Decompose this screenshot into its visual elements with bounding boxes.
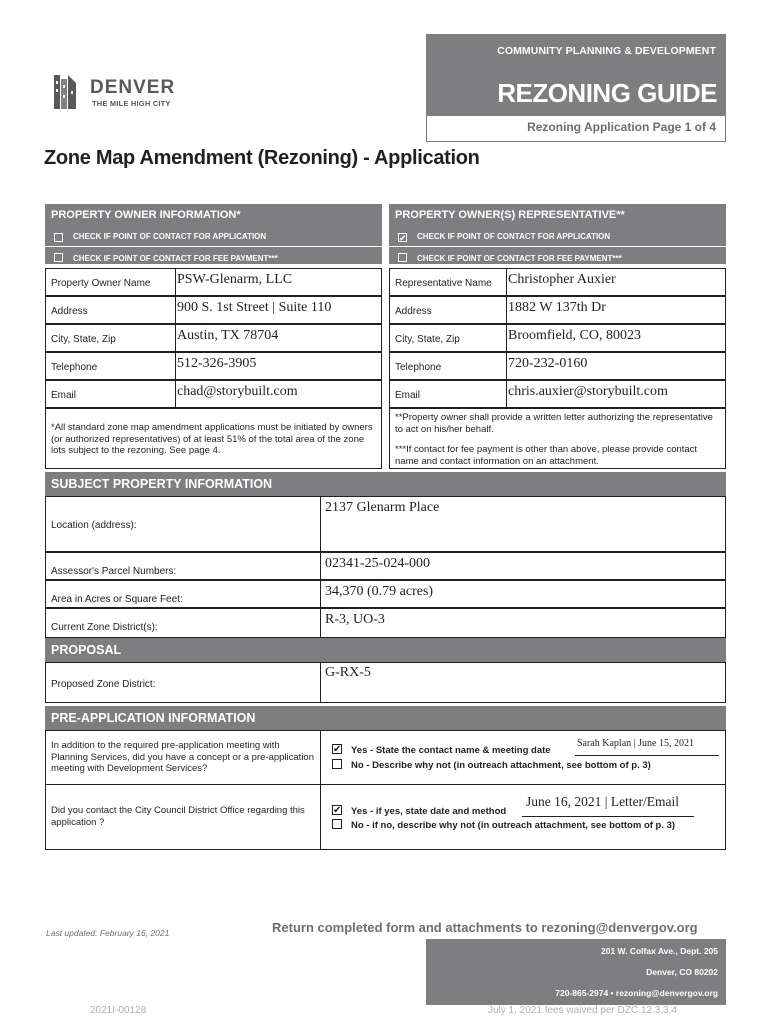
owner-row-label: Address	[51, 306, 88, 317]
owner-header-bar	[45, 204, 382, 264]
rep-row-label: Address	[395, 306, 432, 317]
rep-contact-checkbox[interactable]: ✔	[399, 233, 407, 243]
subject-row-label: Current Zone District(s):	[51, 622, 158, 633]
q1-yes-label: Yes - State the contact name & meeting date	[351, 745, 551, 756]
logo-tagline: THE MILE HIGH CITY	[92, 99, 171, 108]
owner-fee-label: CHECK IF POINT OF CONTACT FOR FEE PAYMENT***	[73, 254, 278, 263]
owner-row	[45, 380, 382, 408]
q1-yes-value[interactable]: Sarah Kaplan | June 15, 2021	[577, 738, 694, 749]
guide-title: REZONING GUIDE	[497, 78, 717, 108]
stamp-fee-waiver: July 1, 2021 fees waived per DZC 12.3.3.4	[488, 1005, 677, 1016]
owner-row	[45, 324, 382, 352]
q1-yes-checkbox[interactable]: ✔	[333, 744, 342, 755]
q1-no-checkbox[interactable]	[332, 759, 342, 769]
denver-logo	[52, 73, 192, 113]
rep-fee-label: CHECK IF POINT OF CONTACT FOR FEE PAYMENT***	[417, 254, 622, 263]
subject-row-value[interactable]: R-3, UO-3	[325, 612, 385, 627]
preapp-box	[45, 730, 726, 850]
q2-no-label: No - if no, describe why not (in outreach attachment, see bottom of p. 3)	[351, 820, 676, 831]
last-updated: Last updated: February 16, 2021	[46, 928, 170, 938]
subject-row-label: Location (address):	[51, 520, 137, 531]
rep-note-2: ***If contact for fee payment is other than above, please provide contact name and contact information on an attachment.	[395, 444, 698, 467]
q2-yes-label: Yes - if yes, state date and method	[351, 806, 507, 817]
rep-header-bar	[389, 204, 726, 264]
rep-fee-checkbox[interactable]	[398, 253, 407, 262]
owner-row-value[interactable]: chad@storybuilt.com	[177, 384, 298, 399]
q1-no-label: No - Describe why not (in outreach attachment, see bottom of p. 3)	[351, 760, 651, 771]
subject-row	[45, 552, 726, 580]
rep-note-1: **Property owner shall provide a written letter authorizing the representative to act on his/her behalf.	[395, 412, 713, 435]
footer-address-line2: Denver, CO 80202	[646, 967, 718, 977]
owner-row-value[interactable]: Austin, TX 78704	[177, 328, 279, 343]
subject-row-value[interactable]: 34,370 (0.79 acres)	[325, 584, 434, 599]
owner-row-label: Email	[51, 390, 77, 401]
rep-row-label: Representative Name	[395, 278, 492, 289]
footer-address-box	[426, 939, 726, 1005]
proposal-heading: PROPOSAL	[45, 638, 726, 662]
subject-row	[45, 580, 726, 608]
preapp-question-1: In addition to the required pre-application meeting with Planning Services, did you have a concept or a pre-application meeting with Development Services?	[51, 740, 314, 774]
owner-fee-checkbox[interactable]	[54, 253, 63, 262]
rep-row-value[interactable]: chris.auxier@storybuilt.com	[508, 384, 668, 399]
rep-contact-label: CHECK IF POINT OF CONTACT FOR APPLICATION	[417, 232, 611, 241]
proposal-value[interactable]: G-RX-5	[325, 665, 371, 680]
footer-contact-line: 720-865-2974 • rezoning@denvergov.org	[555, 988, 718, 998]
owner-note: *All standard zone map amendment applications must be initiated by owners (or authorized representatives) of at least 51% of the total area of the zone lots subject to the rezoning. See page 4.	[51, 422, 373, 456]
rep-row-value[interactable]: 720-232-0160	[508, 356, 588, 371]
rep-row-value[interactable]: Broomfield, CO, 80023	[508, 328, 641, 343]
rep-row	[389, 380, 726, 408]
subject-row	[45, 496, 726, 552]
owner-row	[45, 352, 382, 380]
rep-row-label: Email	[395, 390, 421, 401]
proposal-label: Proposed Zone District:	[51, 679, 156, 690]
subject-row-label: Assessor's Parcel Numbers:	[51, 566, 177, 577]
form-title: Zone Map Amendment (Rezoning) - Application	[44, 147, 480, 169]
owner-row-value[interactable]: 512-326-3905	[177, 356, 257, 371]
rep-row-value[interactable]: 1882 W 137th Dr	[508, 300, 606, 315]
owner-row	[45, 296, 382, 324]
subject-row-value[interactable]: 2137 Glenarm Place	[325, 500, 440, 515]
return-instructions: Return completed form and attachments to rezoning@denvergov.org	[272, 920, 698, 935]
owner-contact-label: CHECK IF POINT OF CONTACT FOR APPLICATION	[73, 232, 267, 241]
rep-row	[389, 352, 726, 380]
owner-row-value[interactable]: PSW-Glenarm, LLC	[177, 272, 293, 287]
q2-yes-checkbox[interactable]: ✔	[333, 805, 342, 816]
rep-heading: PROPERTY OWNER(S) REPRESENTATIVE**	[395, 209, 625, 221]
owner-row-label: City, State, Zip	[51, 334, 116, 345]
owner-row	[45, 268, 382, 296]
q2-no-checkbox[interactable]	[332, 819, 342, 829]
owner-row-label: Property Owner Name	[51, 278, 151, 289]
owner-contact-checkbox[interactable]	[54, 233, 63, 242]
page-label: Rezoning Application Page 1 of 4	[527, 120, 716, 134]
logo-name: DENVER	[90, 77, 176, 98]
subject-heading: SUBJECT PROPERTY INFORMATION	[45, 472, 726, 496]
rep-row-value[interactable]: Christopher Auxier	[508, 272, 616, 287]
preapp-question-2: Did you contact the City Council District Office regarding this application ?	[51, 805, 305, 828]
rep-note-box	[389, 408, 726, 469]
owner-row-value[interactable]: 900 S. 1st Street | Suite 110	[177, 300, 332, 315]
owner-row-label: Telephone	[51, 362, 98, 373]
proposal-row	[45, 662, 726, 703]
owner-heading: PROPERTY OWNER INFORMATION*	[51, 209, 241, 221]
subject-row	[45, 608, 726, 638]
q2-yes-value[interactable]: June 16, 2021 | Letter/Email	[526, 794, 680, 809]
subject-row-label: Area in Acres or Square Feet:	[51, 594, 183, 605]
subject-row-value[interactable]: 02341-25-024-000	[325, 556, 430, 571]
rep-row	[389, 296, 726, 324]
denver-building-icon	[52, 73, 78, 111]
footer-address-line1: 201 W. Colfax Ave., Dept. 205	[601, 946, 718, 956]
department-name: COMMUNITY PLANNING & DEVELOPMENT	[497, 45, 716, 57]
rep-row	[389, 324, 726, 352]
stamp-id: 2021I-00128	[90, 1005, 147, 1016]
owner-note-box	[45, 408, 382, 469]
rep-row	[389, 268, 726, 296]
preapp-heading: PRE-APPLICATION INFORMATION	[45, 706, 726, 730]
rep-row-label: City, State, Zip	[395, 334, 460, 345]
rep-row-label: Telephone	[395, 362, 442, 373]
